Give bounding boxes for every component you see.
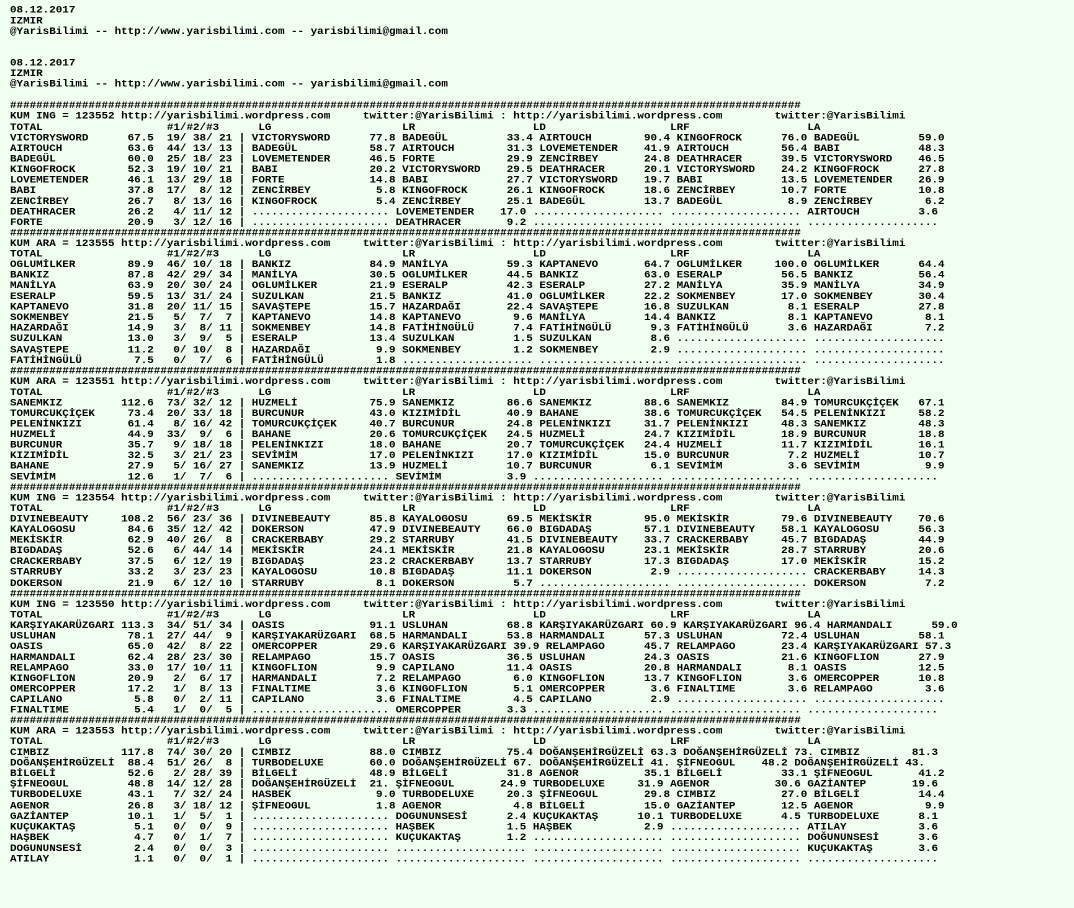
column-header: TOTAL #1/#2/#3 LG LR LD LRF LA — [10, 386, 821, 399]
hash-separator: ######################################################################################################################### — [10, 227, 801, 240]
horse-row: CIMBIZ 117.8 74/ 30/ 20 | CIMBIZ 88.0 CIMBIZ 75.4 DOĞANŞEHİRGÜZELİ 63.3 DOĞANŞEHİRGÜZELİ 73. CIMBIZ 81.3 — [10, 747, 939, 759]
horse-row: MEKİSKİR 62.9 40/ 26/ 8 | CRACKERBABY 29.2 STARRUBY 41.5 DIVINEBEAUTY 33.7 CRACKERBABY 45.7 BIGDADAŞ 44.9 — [10, 535, 945, 547]
horse-row: BAHANE 27.9 5/ 16/ 27 | SANEMKIZ 13.9 HUZMELİ 10.7 BURCUNUR 6.1 SEVİMİM 3.6 SEVİMİM 9.9 — [10, 461, 945, 473]
column-header: TOTAL #1/#2/#3 LG LR LD LRF LA — [10, 736, 821, 749]
race-header: KUM ARA = 123551 http://yarisbilimi.wordpress.com twitter:@YarisBilimi : http://yarisbilimi.wordpress.com twitter:@YarisBilimi — [10, 376, 906, 388]
horse-row: KUÇUKAKTAŞ 5.1 0/ 0/ 9 | ..................... HAŞBEK 1.5 HAŞBEK 2.9 .................... ATILAY 3.6 — [10, 821, 939, 834]
horse-row: OASIS 65.0 42/ 8/ 22 | OMERCOPPER 29.6 KARŞIYAKARÜZGARI 39.9 RELAMPAGO 45.7 RELAMPAGO 23.4 KARŞIYAKARÜZGARI 57.3 — [10, 641, 952, 653]
horse-row: STARRUBY 33.2 3/ 23/ 23 | KAYALOGOSU 10.8 BIGDADAŞ 11.1 DOKERSON 2.9 .................... CRACKERBABY 14.3 — [10, 567, 945, 579]
horse-row: KAPTANEVO 31.8 20/ 11/ 15 | SAVAŞTEPE 15.7 HAZARDAĞI 22.4 SAVAŞTEPE 16.8 SUZULKAN 8.1 ESERALP 27.8 — [10, 301, 945, 314]
race-header: KUM ARA = 123555 http://yarisbilimi.wordpress.com twitter:@YarisBilimi : http://yarisbilimi.wordpress.com twitter:@YarisBilimi — [10, 238, 906, 250]
horse-row: BANKIZ 87.8 42/ 29/ 34 | MANİLYA 30.5 OGLUMİLKER 44.5 BANKIZ 63.0 ESERALP 56.5 BANKIZ 56.4 — [10, 270, 945, 282]
header-date: 08.12.2017 — [10, 58, 76, 70]
horse-row: HUZMELİ 44.9 33/ 9/ 6 | BAHANE 20.6 TOMURCUKÇİÇEK 24.5 HUZMELİ 24.7 KIZIMİDİL 18.9 BURCUNUR 18.8 — [10, 429, 945, 441]
horse-row: TOMURCUKÇİÇEK 73.4 20/ 33/ 18 | BURCUNUR 43.0 KIZIMİDİL 40.9 BAHANE 38.6 TOMURCUKÇİÇEK 54.5 PELENİNKIZI 58.2 — [10, 408, 945, 420]
horse-row: SOKMENBEY 21.5 5/ 7/ 7 | KAPTANEVO 14.8 KAPTANEVO 9.6 MANİLYA 14.4 BANKIZ 8.1 KAPTANEVO 8.1 — [10, 312, 945, 325]
horse-row: DOKERSON 21.9 6/ 12/ 10 | STARRUBY 8.1 DOKERSON 5.7 .................... .................... DOKERSON 7.2 — [10, 577, 945, 590]
column-header: TOTAL #1/#2/#3 LG LR LD LRF LA — [10, 503, 821, 515]
horse-row: DIVINEBEAUTY 108.2 56/ 23/ 36 | DIVINEBEAUTY 85.8 KAYALOGOSU 69.5 MEKİSKİR 95.0 MEKİSKİR 79.6 DIVINEBEAUTY 70.6 — [10, 514, 945, 526]
horse-row: SANEMKIZ 112.6 73/ 32/ 12 | HUZMELİ 75.9 SANEMKIZ 86.6 SANEMKIZ 88.6 SANEMKIZ 84.9 TOMURCUKÇİÇEK 67.1 — [10, 397, 945, 409]
blank-line — [10, 48, 958, 59]
hash-separator: ######################################################################################################################### — [10, 365, 801, 378]
hash-separator: ######################################################################################################################### — [10, 588, 801, 600]
header-contact: @YarisBilimi -- http://www.yarisbilimi.com -- yarisbilimi@gmail.com — [10, 26, 448, 38]
hash-separator: ######################################################################################################################### — [10, 715, 801, 728]
horse-row: AIRTOUCH 63.6 44/ 13/ 13 | BADEGÜL 58.7 AIRTOUCH 31.3 LOVEMETENDER 41.9 AIRTOUCH 56.4 BABI 48.3 — [10, 142, 945, 155]
horse-row: CRACKERBABY 37.5 6/ 12/ 19 | BIGDADAŞ 23.2 CRACKERBABY 13.7 STARRUBY 17.3 BIGDADAŞ 17.0 MEKİSKİR 15.2 — [10, 556, 945, 569]
horse-row: OGLUMİLKER 89.9 46/ 10/ 18 | BANKIZ 84.9 MANİLYA 59.3 KAPTANEVO 64.7 OGLUMİLKER 100.0 OGLUMİLKER 64.4 — [10, 259, 945, 272]
horse-row: VICTORYSWORD 67.5 19/ 38/ 21 | VICTORYSWORD 77.8 BADEGÜL 33.4 AIRTOUCH 90.4 KINGOFROCK 76.0 BADEGÜL 59.0 — [10, 132, 945, 144]
horse-row: ATILAY 1.1 0/ 0/ 1 | ..................... .................... .................... .................... .................... — [10, 853, 939, 865]
horse-row: FATİHİNGÜLÜ 7.5 0/ 7/ 6 | FATİHİNGÜLÜ 1.8 .................... .................... .................... .................... — [10, 355, 945, 367]
horse-row: KAYALOGOSU 84.6 35/ 12/ 42 | DOKERSON 47.9 DIVINEBEAUTY 66.0 BIGDADAŞ 57.1 DIVINEBEAUTY 58.1 KAYALOGOSU 56.3 — [10, 524, 945, 537]
horse-row: PELENİNKIZI 61.4 8/ 16/ 42 | TOMURCUKÇİÇEK 40.7 BURCUNUR 24.8 PELENİNKIZI 31.7 PELENİNKIZI 48.3 SANEMKIZ 48.3 — [10, 418, 945, 431]
horse-row: TURBODELUXE 43.1 7/ 32/ 24 | HASBEK 9.0 TURBODELUXE 20.3 ŞİFNEOGUL 29.8 CIMBIZ 27.0 BİLGELİ 14.4 — [10, 789, 945, 802]
blank-line — [10, 38, 958, 49]
race-analysis-document — [10, 6, 958, 865]
horse-row: KIZIMİDİL 32.5 3/ 21/ 23 | SEVİMİM 17.0 PELENİNKIZI 17.0 KIZIMİDİL 15.0 BURCUNUR 7.2 HUZMELİ 10.7 — [10, 450, 945, 462]
horse-row: MANİLYA 63.9 20/ 30/ 24 | OGLUMİLKER 21.9 ESERALP 42.3 ESERALP 27.2 MANİLYA 35.9 MANİLYA 34.9 — [10, 280, 945, 293]
horse-row: ESERALP 59.5 13/ 31/ 24 | SUZULKAN 21.5 BANKIZ 41.0 OGLUMİLKER 22.2 SOKMENBEY 17.0 SOKMENBEY 30.4 — [10, 291, 945, 303]
hash-separator: ######################################################################################################################### — [10, 482, 801, 494]
horse-row: USLUHAN 78.1 27/ 44/ 9 | KARŞIYAKARÜZGARI 68.5 HARMANDALI 53.8 HARMANDALI 57.3 USLUHAN 72.4 USLUHAN 58.1 — [10, 630, 945, 643]
hash-separator: ######################################################################################################################### — [10, 100, 801, 113]
race-header: KUM ING = 123554 http://yarisbilimi.wordpress.com twitter:@YarisBilimi : http://yarisbilimi.wordpress.com twitter:@YarisBilimi — [10, 492, 906, 505]
column-header: TOTAL #1/#2/#3 LG LR LD LRF LA — [10, 121, 821, 134]
horse-row: KINGOFROCK 52.3 19/ 10/ 21 | BABI 20.2 VICTORYSWORD 29.5 DEATHRACER 20.1 VICTORYSWORD 24.2 KINGOFROCK 27.8 — [10, 164, 945, 176]
header-city: IZMIR — [10, 68, 43, 81]
horse-row: RELAMPAGO 33.0 17/ 10/ 11 | KINGOFLION 9.9 CAPILANO 11.4 OASIS 20.8 HARMANDALI 8.1 OASIS 12.5 — [10, 662, 945, 675]
horse-row: DEATHRACER 26.2 4/ 11/ 12 | ..................... LOVEMETENDER 17.0 .................... .................... AIRTOUCH 3.6 — [10, 206, 939, 219]
horse-row: ŞİFNEOGUL 48.8 14/ 12/ 28 | DOĞANŞEHİRGÜZELİ 21. ŞİFNEOGUL 24.9 TURBODELUXE 31.9 AGENOR 30.6 GAZİANTEP 19.6 — [10, 779, 939, 791]
header-date: 08.12.2017 — [10, 5, 76, 17]
column-header: TOTAL #1/#2/#3 LG LR LD LRF LA — [10, 248, 821, 261]
header-city: IZMIR — [10, 15, 43, 28]
horse-row: HAŞBEK 4.7 0/ 1/ 7 | ..................... KUÇUKAKTAŞ 1.2 .................... .................... DOĞUNUNSESİ 3.6 — [10, 832, 939, 844]
horse-row: DOGUNUNSESİ 2.4 0/ 0/ 3 | ..................... .................... .................... .................... KUÇUKAKTAŞ 3.6 — [10, 842, 939, 855]
race-tables — [10, 101, 958, 865]
horse-row: CAPILANO 5.8 0/ 2/ 11 | CAPILANO 3.6 FINALTIME 4.5 CAPILANO 2.9 .................... .................... — [10, 694, 945, 706]
horse-row: HAZARDAĞI 14.9 3/ 8/ 11 | SOKMENBEY 14.8 FATİHİNGÜLÜ 7.4 FATİHİNGÜLÜ 9.3 FATİHİNGÜLÜ 3.6 HAZARDAĞI 7.2 — [10, 323, 945, 335]
horse-row: DOĞANŞEHİRGÜZELİ 88.4 51/ 26/ 8 | TURBODELUXE 60.0 DOĞANŞEHİRGÜZELİ 67. DOĞANŞEHİRGÜZELİ 41. ŞİFNEOGUL 48.2 DOĞANŞEHİRGÜZELİ 43. — [10, 757, 925, 770]
race-header: KUM ARA = 123553 http://yarisbilimi.wordpress.com twitter:@YarisBilimi : http://yarisbilimi.wordpress.com twitter:@YarisBilimi — [10, 726, 906, 738]
horse-row: SUZULKAN 13.0 3/ 9/ 5 | ESERALP 13.4 SUZULKAN 1.5 SUZULKAN 8.6 .................... .................... — [10, 333, 945, 346]
race-header: KUM ING = 123552 http://yarisbilimi.wordpress.com twitter:@YarisBilimi : http://yarisbilimi.wordpress.com twitter:@YarisBilimi — [10, 111, 906, 123]
horse-row: HARMANDALI 62.4 28/ 23/ 30 | RELAMPAGO 15.7 OASIS 36.5 USLUHAN 24.3 OASIS 21.6 KINGOFLION 27.9 — [10, 651, 945, 664]
horse-row: BIGDADAŞ 52.6 6/ 44/ 14 | MEKİSKİR 24.1 MEKİSKİR 21.8 KAYALOGOSU 23.1 MEKİSKİR 28.7 STARRUBY 20.6 — [10, 545, 945, 558]
horse-row: BABI 37.8 17/ 8/ 12 | ZENCİRBEY 5.8 KINGOFROCK 26.1 KINGOFROCK 18.6 ZENCİRBEY 10.7 FORTE 10.8 — [10, 185, 945, 197]
horse-row: OMERCOPPER 17.2 1/ 8/ 13 | FINALTIME 3.6 KINGOFLION 5.1 OMERCOPPER 3.6 FINALTIME 3.6 RELAMPAGO 3.6 — [10, 683, 945, 696]
race-header: KUM ING = 123550 http://yarisbilimi.wordpress.com twitter:@YarisBilimi : http://yarisbilimi.wordpress.com twitter:@YarisBilimi — [10, 598, 906, 611]
horse-row: SEVİMİM 12.6 1/ 7/ 6 | ..................... SEVİMİM 3.9 .................... .................... .................... — [10, 471, 939, 484]
horse-row: KARŞIYAKARÜZGARI 113.3 34/ 51/ 34 | OASIS 91.1 USLUHAN 68.8 KARŞIYAKARÜZGARI 60.9 KARŞIYAKARÜZGARI 96.4 HARMANDALI 59.0 — [10, 620, 958, 632]
horse-row: BURCUNUR 35.7 9/ 18/ 18 | PELENİNKIZI 18.0 BAHANE 20.7 TOMURCUKÇİÇEK 24.4 HUZMELİ 11.7 KIZIMİDİL 16.1 — [10, 439, 945, 452]
header-contact: @YarisBilimi -- http://www.yarisbilimi.com -- yarisbilimi@gmail.com — [10, 79, 448, 91]
horse-row: KINGOFLION 20.9 2/ 6/ 17 | HARMANDALI 7.2 RELAMPAGO 6.0 KINGOFLION 13.7 KINGOFLION 3.6 OMERCOPPER 10.8 — [10, 673, 945, 685]
horse-row: FORTE 20.9 3/ 12/ 16 | ..................... DEATHRACER 9.2 .................... .................... .................... — [10, 217, 939, 229]
horse-row: ZENCİRBEY 26.7 8/ 13/ 16 | KINGOFROCK 5.4 ZENCİRBEY 25.1 BADEGÜL 13.7 BADEGÜL 8.9 ZENCİRBEY 6.2 — [10, 195, 945, 208]
horse-row: GAZİANTEP 10.1 1/ 5/ 1 | ..................... DOGUNUNSESİ 2.4 KUÇUKAKTAŞ 10.1 TURBODELUXE 4.5 TURBODELUXE 8.1 — [10, 811, 939, 823]
horse-row: AGENOR 26.8 3/ 18/ 12 | ŞİFNEOGUL 1.8 AGENOR 4.8 BİLGELİ 15.0 GAZİANTEP 12.5 AGENOR 9.9 — [10, 800, 945, 812]
horse-row: BADEGÜL 60.0 25/ 18/ 23 | LOVEMETENDER 46.5 FORTE 29.9 ZENCİRBEY 24.8 DEATHRACER 39.5 VICTORYSWORD 46.5 — [10, 153, 945, 166]
horse-row: BİLGELİ 52.6 2/ 28/ 39 | BİLGELİ 48.9 BİLGELİ 31.8 AGENOR 35.1 BİLGELİ 33.1 ŞİFNEOGUL 41.2 — [10, 768, 945, 781]
horse-row: FINALTIME 5.4 1/ 0/ 5 | ..................... OMERCOPPER 3.3 .................... .................... .................... — [10, 704, 939, 717]
horse-row: LOVEMETENDER 46.1 13/ 29/ 18 | FORTE 14.8 BABI 27.7 VICTORYSWORD 19.7 BABI 13.5 LOVEMETENDER 26.9 — [10, 174, 945, 187]
horse-row: SAVAŞTEPE 11.2 0/ 10/ 8 | HAZARDAĞI 9.9 SOKMENBEY 1.2 SOKMENBEY 2.9 .................... .................... — [10, 344, 945, 356]
column-header: TOTAL #1/#2/#3 LG LR LD LRF LA — [10, 609, 821, 622]
